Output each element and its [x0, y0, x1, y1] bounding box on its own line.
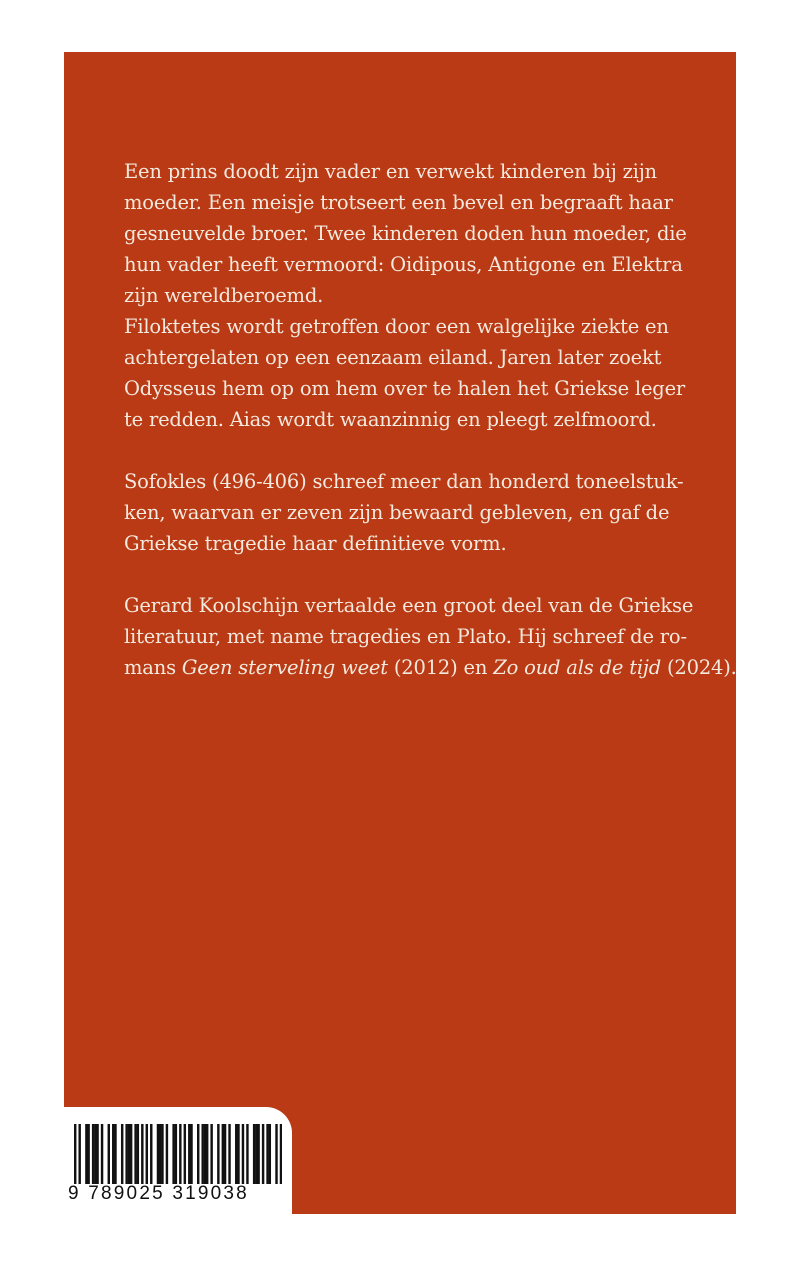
blurb-line: Filoktetes wordt getroffen door een walgelijke ziekte en	[124, 315, 669, 338]
blurb-line: te redden. Aias wordt waanzinnig en pleegt zelfmoord.	[124, 408, 657, 431]
barcode-bar	[217, 1124, 219, 1184]
blurb-line: literatuur, met name tragedies en Plato. Hij schreef de ro-	[124, 625, 687, 648]
isbn-number: 9 789025 319038	[68, 1183, 249, 1204]
barcode-bar	[150, 1124, 152, 1184]
paragraph-gap	[124, 559, 684, 590]
barcode-bar	[172, 1124, 174, 1184]
barcode-bar	[166, 1124, 168, 1184]
barcode-bar	[175, 1124, 177, 1184]
barcode-bar	[146, 1124, 148, 1184]
blurb-line: zijn wereldberoemd.	[124, 284, 324, 307]
book-title: Geen sterveling weet	[181, 656, 388, 679]
blurb-line: achtergelaten op een eenzaam eiland. Jaren later zoekt	[124, 346, 662, 369]
barcode-bar	[190, 1124, 192, 1184]
barcode-bar	[94, 1124, 96, 1184]
barcode-bar	[114, 1124, 116, 1184]
blurb-line: Een prins doodt zijn vader en verwekt kinderen bij zijn	[124, 160, 657, 183]
barcode-bar	[128, 1124, 130, 1184]
barcode-bar	[204, 1124, 206, 1184]
barcode-bar	[197, 1124, 199, 1184]
barcode-bar	[125, 1124, 127, 1184]
book-title: Zo oud als de tijd	[493, 656, 661, 679]
barcode-bar	[85, 1124, 87, 1184]
barcode-bar	[137, 1124, 139, 1184]
barcode-bar	[269, 1124, 271, 1184]
barcode-bar	[266, 1124, 268, 1184]
barcode-panel	[64, 1107, 292, 1214]
barcode-bar	[157, 1124, 159, 1184]
blurb-line	[124, 652, 737, 683]
barcode-bar	[235, 1124, 237, 1184]
barcode-bar	[242, 1124, 244, 1184]
barcode-bar	[255, 1124, 257, 1184]
barcode-bar	[257, 1124, 259, 1184]
line-text: mans	[124, 656, 182, 679]
line-text: (2012) en	[387, 656, 494, 679]
barcode-bar	[161, 1124, 163, 1184]
barcode-bar	[141, 1124, 143, 1184]
barcode-bar	[159, 1124, 161, 1184]
blurb-text	[124, 156, 737, 683]
barcode-bar	[262, 1124, 264, 1184]
barcode-bar	[184, 1124, 186, 1184]
blurb-line: Odysseus hem op om hem over te halen het Griekse leger	[124, 377, 686, 400]
barcode-bar	[78, 1124, 80, 1184]
barcode-bar	[74, 1124, 76, 1184]
barcode-bar	[275, 1124, 277, 1184]
barcode-bar	[253, 1124, 255, 1184]
barcode-bar	[108, 1124, 110, 1184]
blurb-line: Griekse tragedie haar definitieve vorm.	[124, 532, 507, 555]
barcode-bar	[112, 1124, 114, 1184]
barcode-bar	[96, 1124, 98, 1184]
barcode-bar	[179, 1124, 181, 1184]
barcode-bar	[224, 1124, 226, 1184]
line-text: (2024).	[661, 656, 737, 679]
barcode-bar	[246, 1124, 248, 1184]
blurb-line: Sofokles (496-406) schreef meer dan honderd toneelstuk-	[124, 470, 684, 493]
blurb-line: Gerard Koolschijn vertaalde een groot deel van de Griekse	[124, 594, 694, 617]
barcode-bar	[130, 1124, 132, 1184]
barcode-bar	[280, 1124, 282, 1184]
barcode-bar	[210, 1124, 212, 1184]
barcode-bar	[92, 1124, 94, 1184]
barcode-bar	[101, 1124, 103, 1184]
barcode-bar	[201, 1124, 203, 1184]
barcode-icon	[74, 1124, 282, 1184]
blurb-line: ken, waarvan er zeven zijn bewaard gebleven, en gaf de	[124, 501, 670, 524]
blurb-line: hun vader heeft vermoord: Oidipous, Antigone en Elektra	[124, 253, 683, 276]
blurb-line: gesneuvelde broer. Twee kinderen doden hun moeder, die	[124, 222, 687, 245]
barcode-bar	[206, 1124, 208, 1184]
barcode-bar	[222, 1124, 224, 1184]
paragraph-gap	[124, 435, 684, 466]
barcode-bar	[87, 1124, 89, 1184]
blurb-line: moeder. Een meisje trotseert een bevel en begraaft haar	[124, 191, 673, 214]
barcode-bar	[228, 1124, 230, 1184]
barcode-bar	[188, 1124, 190, 1184]
barcode-bar	[134, 1124, 136, 1184]
barcode-bar	[121, 1124, 123, 1184]
barcode-bar	[237, 1124, 239, 1184]
